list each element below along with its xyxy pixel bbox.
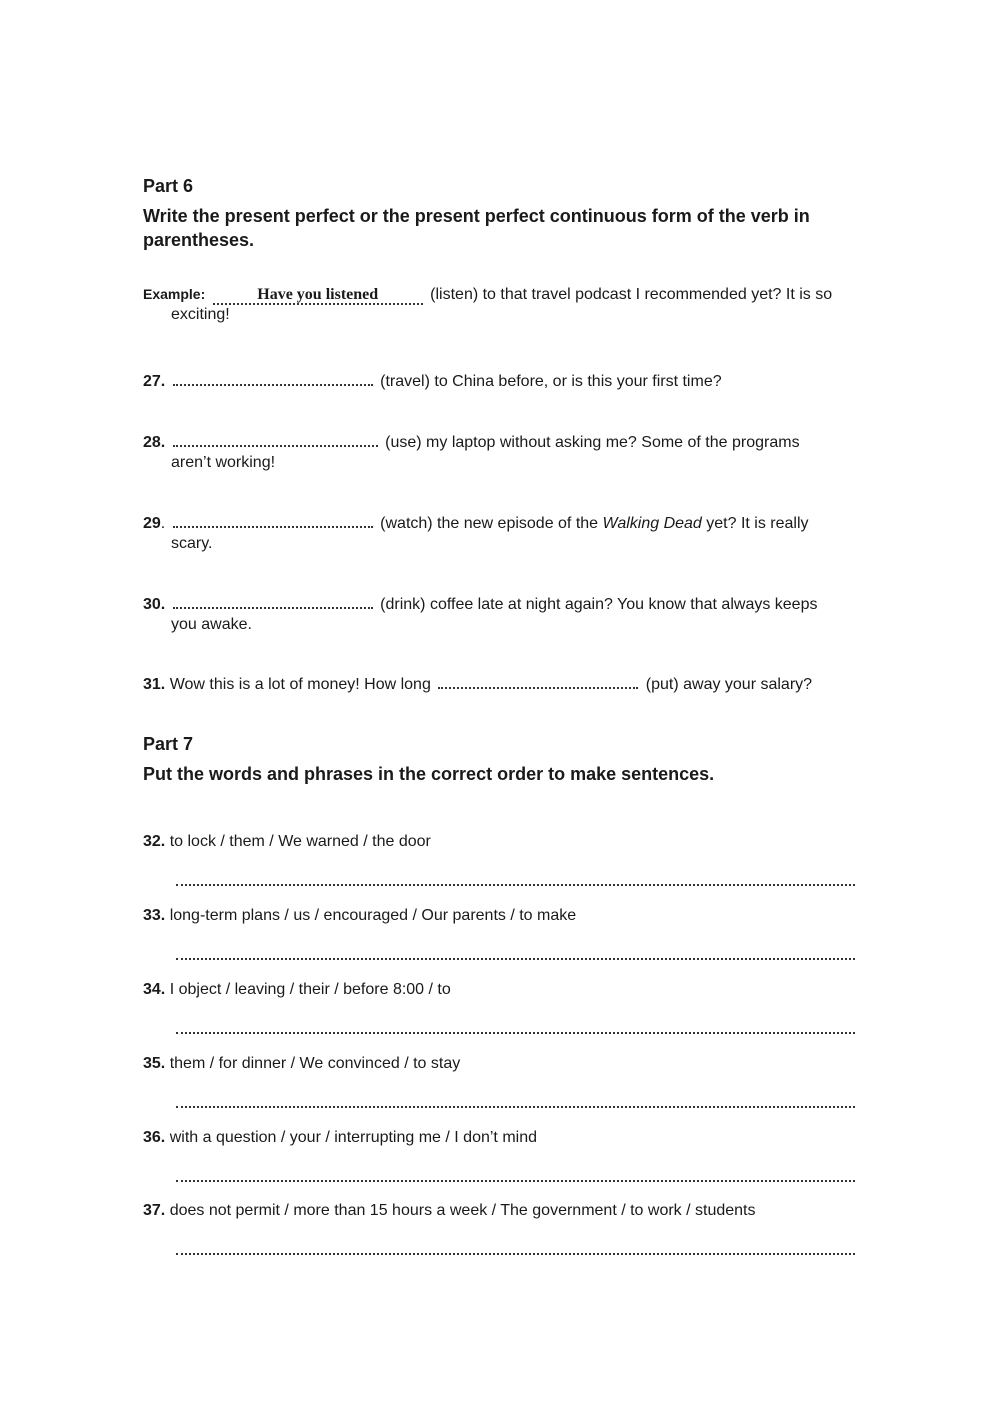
question-text-line2: you awake.	[171, 616, 252, 633]
question-text: (drink) coffee late at night again? You know that always keeps	[380, 596, 818, 613]
example-text-line2: exciting!	[171, 306, 230, 323]
question-28	[143, 431, 858, 473]
question-number: 35.	[143, 1055, 166, 1072]
show-title: Walking Dead	[602, 515, 702, 532]
question-text: does not permit / more than 15 hours a week / The government / to work / students	[169, 1202, 756, 1219]
question-text: Wow this is a lot of money! How long	[169, 676, 431, 693]
answer-line[interactable]	[176, 1032, 855, 1034]
question-31	[143, 673, 858, 695]
answer-line[interactable]	[176, 884, 855, 886]
question-text: them / for dinner / We convinced / to stay	[169, 1055, 461, 1072]
answer-blank[interactable]	[173, 370, 373, 386]
part7-title: Part 7	[143, 734, 194, 754]
question-text-line2: scary.	[171, 535, 213, 552]
answer-blank[interactable]	[173, 593, 373, 609]
question-text: with a question / your / interrupting me / I don’t mind	[169, 1129, 537, 1146]
answer-blank[interactable]	[173, 431, 378, 447]
answer-line[interactable]	[176, 1253, 855, 1255]
example-item	[143, 284, 858, 325]
question-number: 28.	[143, 434, 166, 451]
question-text-after: (put) away your salary?	[645, 676, 813, 693]
question-text: (use) my laptop without asking me? Some of the programs	[385, 434, 800, 451]
question-number-dot: .	[160, 515, 166, 532]
question-number: 32.	[143, 833, 166, 850]
part6-title: Part 6	[143, 176, 194, 196]
question-number: 31.	[143, 676, 166, 693]
question-33	[143, 906, 858, 926]
question-text-line2: aren’t working!	[171, 454, 276, 471]
answer-line[interactable]	[176, 958, 855, 960]
question-37	[143, 1201, 858, 1221]
question-30	[143, 593, 858, 635]
answer-line[interactable]	[176, 1180, 855, 1182]
question-text: to lock / them / We warned / the door	[169, 833, 431, 850]
question-text: (travel) to China before, or is this your first time?	[380, 373, 722, 390]
question-number: 29	[143, 515, 161, 532]
question-35	[143, 1054, 858, 1074]
question-number: 27.	[143, 373, 166, 390]
question-text: long-term plans / us / encouraged / Our parents / to make	[169, 907, 577, 924]
question-34	[143, 980, 858, 1000]
answer-blank[interactable]	[438, 673, 638, 689]
part7-instruction: Put the words and phrases in the correct order to make sentences.	[143, 764, 715, 784]
question-text-after: yet? It is really	[701, 515, 809, 532]
question-text: I object / leaving / their / before 8:00 / to	[169, 981, 451, 998]
example-text-line1: (listen) to that travel podcast I recommended yet? It is so	[430, 286, 833, 303]
question-number: 37.	[143, 1202, 166, 1219]
question-number: 30.	[143, 596, 166, 613]
example-label: Example:	[143, 286, 206, 302]
example-answer: Have you listened	[213, 287, 423, 305]
question-number: 33.	[143, 907, 166, 924]
part6-instruction: Write the present perfect or the present perfect continuous form of the verb in parentheses.	[143, 206, 810, 250]
question-text: (watch) the new episode of the	[380, 515, 603, 532]
question-32	[143, 832, 858, 852]
question-27	[143, 370, 858, 392]
answer-line[interactable]	[176, 1106, 855, 1108]
question-number: 34.	[143, 981, 166, 998]
question-36	[143, 1128, 858, 1148]
question-number: 36.	[143, 1129, 166, 1146]
question-29	[143, 512, 858, 554]
answer-blank[interactable]	[173, 512, 373, 528]
